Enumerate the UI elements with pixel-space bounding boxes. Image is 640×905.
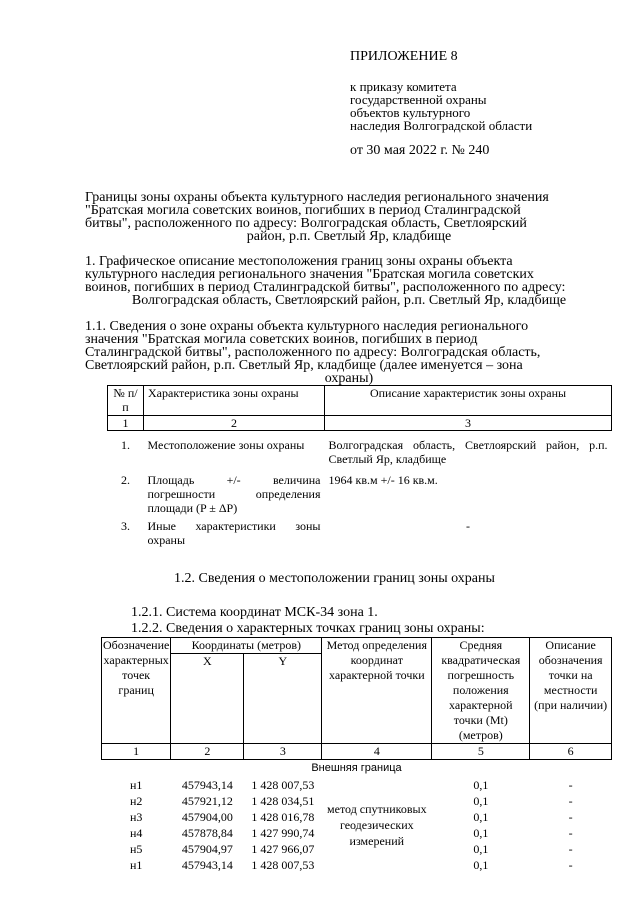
title-line: район, р.п. Светлый Яр, кладбище [246, 229, 452, 244]
table-row: н5 457904,97 1 427 966,07 0,1 - [129, 842, 573, 856]
section11-line: Светлоярский район, р.п. Светлый Яр, кладбище (далее именуется – зона [85, 358, 523, 373]
col-index: 6 [530, 744, 612, 760]
outer-boundary-label: Внешняя граница [311, 762, 402, 774]
section1-line: культурного наследия регионального значения "Братская могила советских [85, 267, 534, 282]
section122-heading: 1.2.2. Сведения о характерных точках границ зоны охраны: [131, 621, 485, 636]
col-index: 1 [108, 416, 144, 431]
section11-line: охраны) [324, 371, 374, 386]
section11-line: Сталинградской битвы", расположенного по адресу: Волгоградская область, [85, 345, 541, 360]
order-date: от 30 мая 2022 г. № 240 [350, 143, 490, 158]
col-index: 5 [432, 744, 530, 760]
table-row: н4 457878,84 1 427 990,74 0,1 - [129, 826, 573, 840]
th-x: X [171, 654, 244, 744]
header-line: объектов культурного [350, 105, 471, 120]
th-point: Обозначение характерных точек границ [102, 638, 171, 744]
header-line: государственной охраны [350, 92, 487, 107]
header-line: к приказу комитета [350, 79, 457, 94]
section11-line: значения "Братская могила советских воинов, погибших в период [85, 332, 478, 347]
col-index: 3 [244, 744, 322, 760]
col-index: 1 [102, 744, 171, 760]
col-index: 4 [322, 744, 432, 760]
th-method: Метод определения координат характерной точки [322, 638, 432, 744]
th-num: № п/п [108, 386, 144, 416]
section1-line: Волгоградская область, Светлоярский район, р.п. Светлый Яр, кладбище [131, 293, 567, 308]
section1-line: воинов, погибших в период Сталинградской битвы", расположенного по адресу: [85, 280, 566, 295]
section1-line: 1. Графическое описание местоположения границ зоны охраны объекта [85, 254, 513, 269]
th-desc: Описание характеристик зоны охраны [325, 386, 612, 416]
th-error: Средняя квадратическая погрешность положения характерной точки (Mt) (метров) [432, 638, 530, 744]
table-row: н2 457921,12 1 428 034,51 0,1 - [129, 794, 573, 808]
header-line: наследия Волгоградской области [350, 118, 533, 133]
th-char: Характеристика зоны охраны [144, 386, 325, 416]
col-index: 2 [144, 416, 325, 431]
zone-characteristics-table [107, 385, 612, 551]
method-cell: метод спутниковых геодезических измерений [327, 802, 427, 848]
appendix-title: ПРИЛОЖЕНИЕ 8 [350, 49, 458, 64]
table-row: 2. Площадь +/- величина погрешности определения площади (P ± ΔP) 1964 кв.м +/- 16 кв.м. [121, 472, 438, 515]
title-line: Границы зоны охраны объекта культурного наследия регионального значения [85, 190, 549, 205]
boundary-points-table [101, 637, 612, 873]
title-line: битвы", расположенного по адресу: Волгоградская область, Светлоярский [85, 216, 527, 231]
section11-line: 1.1. Сведения о зоне охраны объекта культурного наследия регионального [85, 319, 529, 334]
title-line: "Братская могила советских воинов, погибших в период Сталинградской [85, 203, 521, 218]
th-coords: Координаты (метров) [171, 638, 322, 654]
table-row: н1 457943,14 1 428 007,53 0,1 - [129, 858, 573, 872]
table-row: 3. Иные характеристики зоны охраны - [121, 518, 470, 547]
th-y: Y [244, 654, 322, 744]
table-row: 1. Местоположение зоны охраны Волгоградская область, Светлоярский район, р.п. Светлый Яр, кладбище [121, 438, 608, 466]
section12-heading: 1.2. Сведения о местоположении границ зоны охраны [174, 571, 495, 586]
col-index: 2 [171, 744, 244, 760]
table-row: н1 457943,14 1 428 007,53 метод спутниковых геодезических измерений 0,1 - [102, 777, 612, 793]
th-desc: Описание обозначения точки на местности (при наличии) [530, 638, 612, 744]
section121-heading: 1.2.1. Система координат МСК-34 зона 1. [131, 605, 378, 620]
table-row: н3 457904,00 1 428 016,78 0,1 - [129, 810, 573, 824]
col-index: 3 [325, 416, 612, 431]
